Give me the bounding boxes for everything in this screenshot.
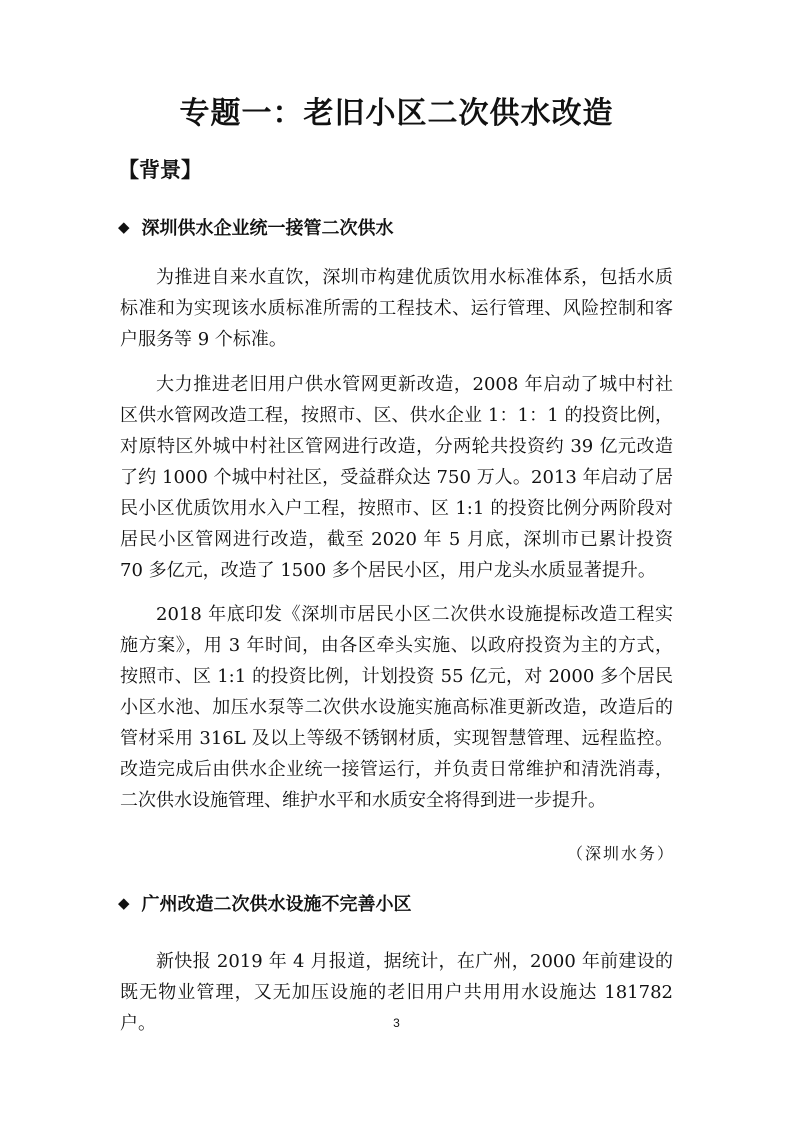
- section-heading-guangzhou: [118, 890, 412, 916]
- diamond-bullet-icon: ◆: [118, 218, 130, 236]
- section-heading-text: 深圳供水企业统一接管二次供水: [141, 218, 394, 239]
- source-attribution: （深圳水务）: [566, 844, 675, 863]
- section-heading-text: 广州改造二次供水设施不完善小区: [141, 894, 412, 915]
- paragraph: 新快报 2019 年 4 月报道，据统计，在广州，2000 年前建设的既无物业管理，又无加压设施的老旧用户共用用水设施达 181782 户。: [120, 951, 673, 1034]
- section-heading-shenzhen: [118, 214, 394, 240]
- diamond-bullet-icon: ◆: [118, 894, 130, 912]
- background-heading: 【背景】: [118, 158, 202, 182]
- page-title: 专题一：老旧小区二次供水改造: [179, 96, 614, 131]
- page-number: 3: [393, 1016, 400, 1030]
- paragraph: 为推进自来水直饮，深圳市构建优质饮用水标准体系，包括水质标准和为实现该水质标准所需的工程技术、运行管理、风险控制和客户服务等 9 个标准。: [120, 267, 673, 350]
- paragraph: 2018 年底印发《深圳市居民小区二次供水设施提标改造工程实施方案》，用 3 年时间，由各区牵头实施、以政府投资为主的方式，按照市、区 1:1 的投资比例，计划投资 55 亿元，对 2000 多个居民小区水池、加压水泵等二次供水设施实施高标准更新改造，改造后的管材采用 316L 及以上等级不锈钢材质，实现智慧管理、远程监控。改造完成后由供水企业统一接管运行，并负责日常维护和清洗消毒，二次供水设施管理、维护水平和水质安全将得到进一步提升。: [120, 604, 673, 811]
- paragraph: 大力推进老旧用户供水管网更新改造，2008 年启动了城中村社区供水管网改造工程，按照市、区、供水企业 1：1：1 的投资比例，对原特区外城中村社区管网进行改造，分两轮共投资约 39 亿元改造了约 1000 个城中村社区，受益群众达 750 万人。2013 年启动了居民小区优质饮用水入户工程，按照市、区 1:1 的投资比例分两阶段对居民小区管网进行改造，截至 2020 年 5 月底，深圳市已累计投资 70 多亿元，改造了 1500 多个居民小区，用户龙头水质显著提升。: [120, 374, 673, 581]
